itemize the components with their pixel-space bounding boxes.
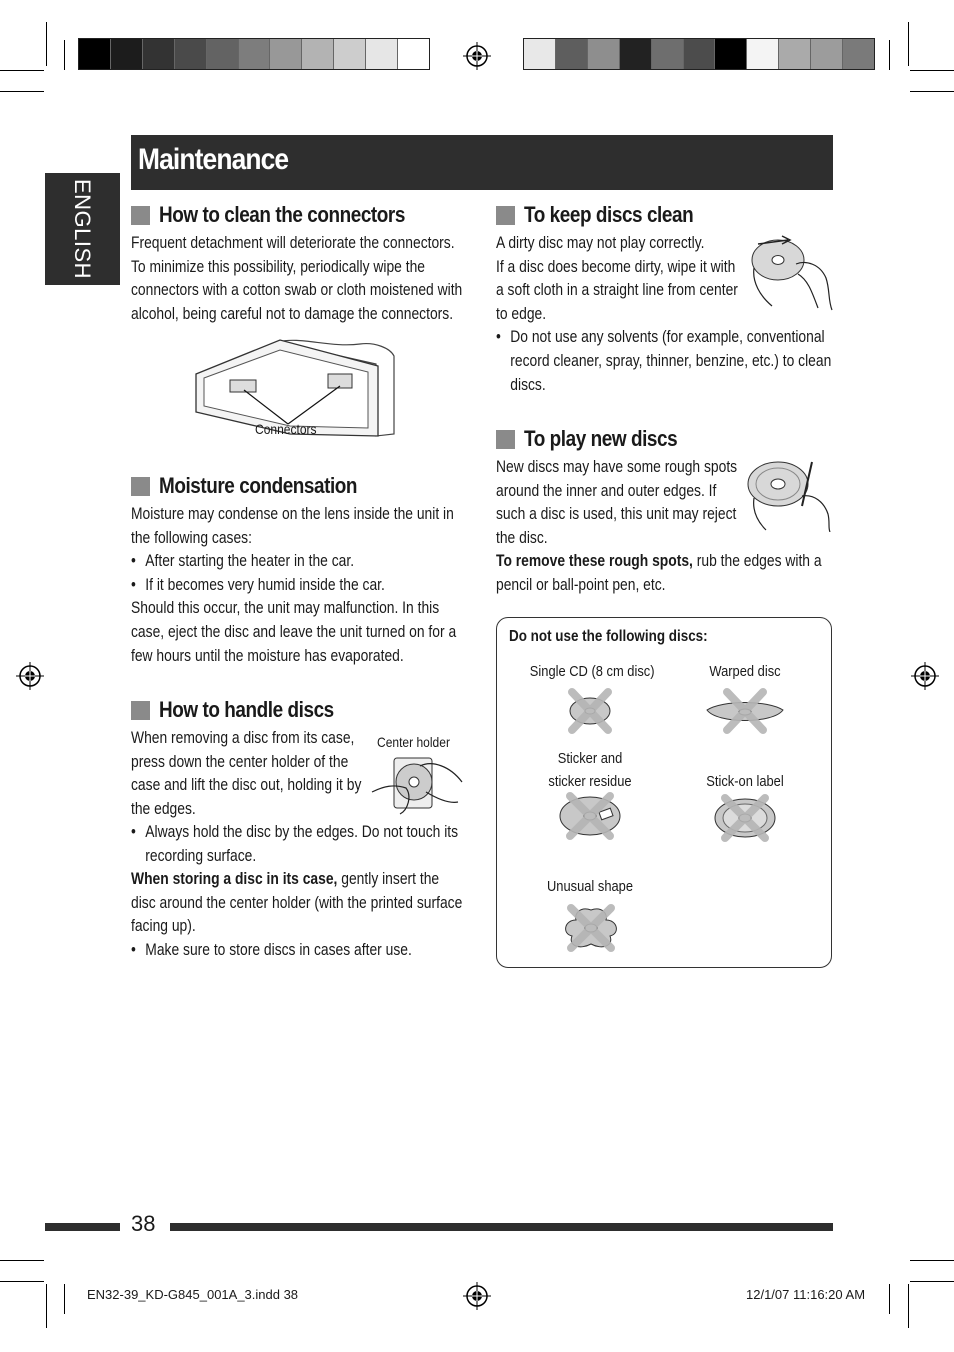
heading-square-icon	[131, 701, 150, 720]
page-number: 38	[131, 1211, 156, 1236]
sticker-label-line1: Sticker and	[557, 750, 623, 767]
unusual-shape-label: Unusual shape	[546, 878, 634, 895]
warped-disc-crossed-icon	[703, 688, 787, 734]
footer-rule-left	[45, 1223, 120, 1231]
footer-timestamp: 12/1/07 11:16:20 AM	[746, 1287, 866, 1302]
language-tab	[45, 173, 120, 285]
grayscale-color-bar-left	[78, 38, 430, 70]
wipe-disc-illustration	[748, 234, 834, 312]
footer-file-info: EN32-39_KD-G845_001A_3.indd 38	[87, 1287, 299, 1302]
stick-on-label-label: Stick-on label	[706, 773, 784, 790]
list-item: • After starting the heater in the car.	[131, 550, 456, 574]
heading-play-new-discs: To play new discs	[496, 426, 702, 452]
registration-mark-icon	[16, 662, 44, 690]
registration-mark-icon	[463, 42, 491, 70]
heading-square-icon	[496, 206, 515, 225]
registration-mark-icon	[911, 662, 939, 690]
center-holder-label: Center holder	[377, 734, 450, 750]
registration-mark-icon	[463, 1282, 491, 1310]
do-not-use-heading: Do not use the following discs:	[509, 628, 708, 645]
connectors-label: Connectors	[255, 421, 317, 437]
list-item: • Make sure to store discs in cases after use.	[131, 939, 462, 963]
handle-discs-intro: When removing a disc from its case, press down the center holder of the case and lift the disc out, holding it by the edges.	[131, 729, 362, 818]
moisture-text: Moisture may condense on the lens inside the unit in the following cases: • After starting the heater in the car. • If it becomes very humid inside the car. Should this occur, the unit may malfunction. In this case, eject the disc and leave the unit turned on for a few hours until the moisture has evaporated.	[131, 503, 456, 668]
list-item: • Always hold the disc by the edges. Do not touch its recording surface.	[131, 821, 462, 868]
page-title-band	[131, 135, 833, 190]
heading-handle-discs: How to handle discs	[131, 697, 362, 723]
heading-keep-discs-clean: To keep discs clean	[496, 202, 721, 228]
heading-square-icon	[131, 206, 150, 225]
new-disc-pencil-illustration	[744, 456, 834, 532]
heading-square-icon	[496, 430, 515, 449]
keep-clean-text: A dirty disc may not play correctly. If a disc does become dirty, wipe it with a soft cloth in a straight line from center to edge. • Do not use any solvents (for example, conventional record cleaner, spray, thinner, benzine, etc.) to clean discs.	[496, 232, 831, 397]
clean-connectors-text: Frequent detachment will deteriorate the connectors. To minimize this possibility, periodically wipe the connectors with a cotton swab or cloth moistened with alcohol, being careful not to damage the connectors.	[131, 234, 463, 323]
sticker-disc-crossed-icon	[556, 792, 624, 840]
list-item: • If it becomes very humid inside the car.	[131, 574, 456, 598]
page-title: Maintenance	[138, 143, 289, 176]
new-discs-text: New discs may have some rough spots around the inner and outer edges. If such a disc is used, this unit may reject the disc. To remove these rough spots, rub the edges with a pencil or ball-point pen, etc.	[496, 458, 822, 594]
warped-disc-label: Warped disc	[709, 663, 781, 680]
grayscale-color-bar-right	[523, 38, 875, 70]
single-cd-label: Single CD (8 cm disc)	[529, 663, 655, 680]
unusual-shape-crossed-icon	[562, 904, 620, 952]
heading-moisture-condensation: Moisture condensation	[131, 473, 389, 499]
language-tab-label: ENGLISH	[70, 178, 95, 280]
stick-on-label-crossed-icon	[712, 794, 778, 842]
sticker-label-line2: sticker residue	[548, 773, 632, 790]
heading-square-icon	[131, 477, 150, 496]
single-cd-crossed-icon	[566, 688, 614, 734]
list-item: • Do not use any solvents (for example, conventional record cleaner, spray, thinner, benzine, etc.) to clean discs.	[496, 326, 831, 397]
footer-rule-right	[170, 1223, 833, 1231]
heading-clean-connectors: How to clean the connectors	[131, 202, 445, 228]
center-holder-illustration	[370, 752, 466, 818]
handle-discs-text: • Always hold the disc by the edges. Do not touch its recording surface. When storing a disc in its case, gently insert the disc around the center holder (with the printed surface facing up). • Make sure to store discs in cases after use.	[131, 821, 462, 963]
